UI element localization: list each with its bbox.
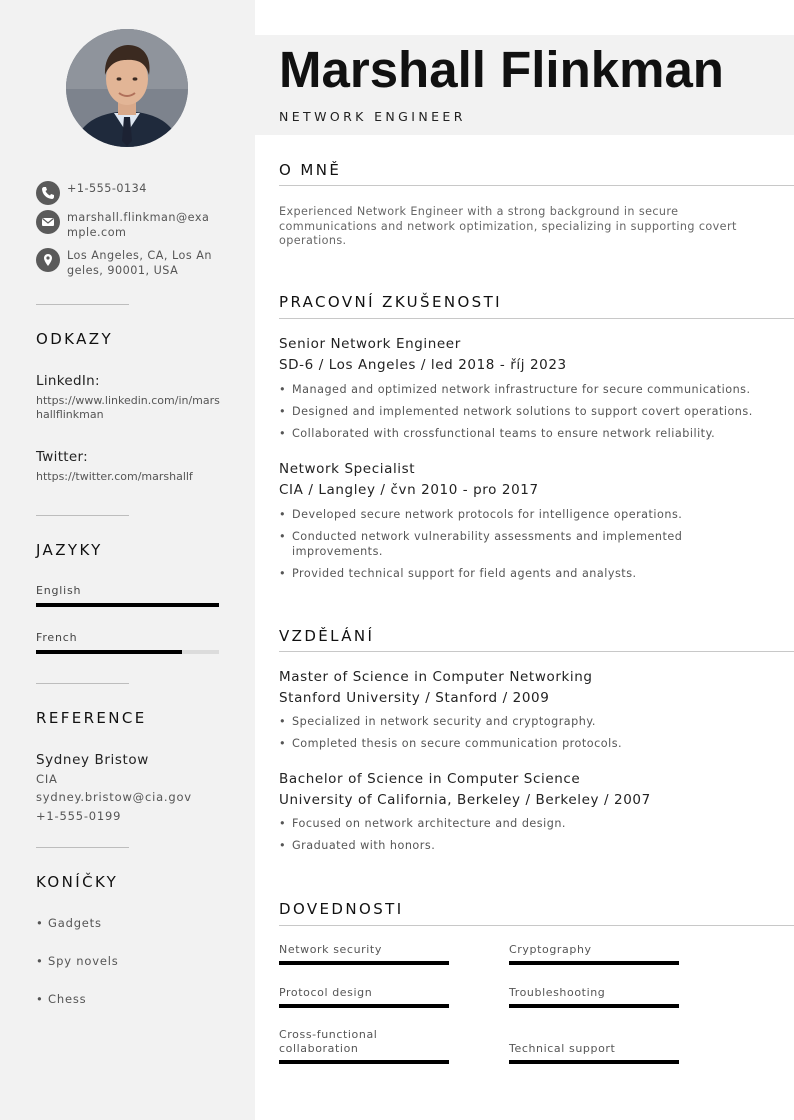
language-level-bar <box>36 603 219 607</box>
hobby-label: Chess <box>48 992 87 1006</box>
language-name: English <box>36 584 82 597</box>
reference-email: sydney.bristow@cia.gov <box>36 790 192 804</box>
location-pin-icon <box>36 248 60 272</box>
section-rule <box>279 925 794 926</box>
skill-name: Cryptography <box>509 943 592 956</box>
hobby-label: Gadgets <box>48 916 102 930</box>
degree-subtitle: Stanford University / Stanford / 2009 <box>279 690 550 706</box>
linkedin-label: LinkedIn: <box>36 373 100 389</box>
education-heading: VZDĚLÁNÍ <box>279 627 375 645</box>
job-subtitle: SD-6 / Los Angeles / led 2018 - říj 2023 <box>279 357 567 373</box>
job-bullet: • Collaborated with crossfunctional teams to ensure network reliability. <box>279 427 779 442</box>
skill-name: Network security <box>279 943 382 956</box>
degree-bullet: • Focused on network architecture and design. <box>279 817 779 832</box>
section-rule <box>279 185 794 186</box>
hobby-item: • Spy novels <box>36 954 119 968</box>
section-rule <box>279 651 794 652</box>
avatar <box>66 29 188 147</box>
job-bullet: • Provided technical support for field agents and analysts. <box>279 567 779 582</box>
phone-icon <box>36 181 60 205</box>
reference-phone: +1-555-0199 <box>36 809 122 823</box>
hobby-item: • Chess <box>36 992 87 1006</box>
skill-level-bar <box>509 1004 679 1008</box>
skill-level-bar <box>279 961 449 965</box>
person-role: NETWORK ENGINEER <box>279 109 466 124</box>
language-level-fill <box>36 603 219 607</box>
degree-bullet: • Specialized in network security and cryptography. <box>279 715 779 730</box>
skill-name: Troubleshooting <box>509 986 606 999</box>
links-heading: ODKAZY <box>36 330 114 348</box>
about-heading: O MNĚ <box>279 161 342 179</box>
skill-level-bar <box>509 1060 679 1064</box>
degree-subtitle: University of California, Berkeley / Berkeley / 2007 <box>279 792 651 808</box>
job-bullet: • Conducted network vulnerability assessments and implemented improvements. <box>279 530 699 559</box>
about-text: Experienced Network Engineer with a strong background in secure communications and network optimization, specializing in supporting covert operations. <box>279 205 737 247</box>
degree-bullet: • Graduated with honors. <box>279 839 779 854</box>
phone-text: +1-555-0134 <box>67 182 147 195</box>
skill-level-bar <box>279 1004 449 1008</box>
twitter-link[interactable]: https://twitter.com/marshallf <box>36 470 193 483</box>
skills-heading: DOVEDNOSTI <box>279 900 404 918</box>
linkedin-link[interactable]: https://www.linkedin.com/in/marshallflinkman <box>36 394 220 421</box>
divider <box>36 683 129 684</box>
skill-level-bar <box>279 1060 449 1064</box>
skill-level-bar <box>509 961 679 965</box>
language-level-bar <box>36 650 219 654</box>
job-bullet: • Designed and implemented network solutions to support covert operations. <box>279 405 779 420</box>
job-title: Senior Network Engineer <box>279 336 461 352</box>
language-name: French <box>36 631 78 644</box>
job-bullet: • Managed and optimized network infrastructure for secure communications. <box>279 383 779 398</box>
email-icon <box>36 210 60 234</box>
job-subtitle: CIA / Langley / čvn 2010 - pro 2017 <box>279 482 539 498</box>
degree-bullet: • Completed thesis on secure communication protocols. <box>279 737 779 752</box>
experience-heading: PRACOVNÍ ZKUŠENOSTI <box>279 293 502 311</box>
divider <box>36 847 129 848</box>
reference-heading: REFERENCE <box>36 709 147 727</box>
section-rule <box>279 318 794 319</box>
skill-name: Cross-functional collaboration <box>279 1028 378 1055</box>
hobby-item: • Gadgets <box>36 916 102 930</box>
degree-title: Master of Science in Computer Networking <box>279 669 593 685</box>
email-text: marshall.flinkman@example.com <box>67 211 210 239</box>
language-level-fill <box>36 650 182 654</box>
profile-photo <box>66 29 188 147</box>
divider <box>36 304 129 305</box>
job-title: Network Specialist <box>279 461 416 477</box>
languages-heading: JAZYKY <box>36 541 103 559</box>
reference-org: CIA <box>36 772 58 786</box>
hobby-label: Spy novels <box>48 954 119 968</box>
skill-name: Technical support <box>509 1042 616 1055</box>
skill-name: Protocol design <box>279 986 373 999</box>
address-text: Los Angeles, CA, Los Angeles, 90001, USA <box>67 249 213 277</box>
sidebar <box>0 0 255 1120</box>
twitter-label: Twitter: <box>36 449 88 465</box>
reference-name: Sydney Bristow <box>36 752 149 768</box>
degree-title: Bachelor of Science in Computer Science <box>279 771 581 787</box>
divider <box>36 515 129 516</box>
person-name: Marshall Flinkman <box>279 41 724 98</box>
hobbies-heading: KONÍČKY <box>36 873 119 891</box>
job-bullet: • Developed secure network protocols for intelligence operations. <box>279 508 779 523</box>
